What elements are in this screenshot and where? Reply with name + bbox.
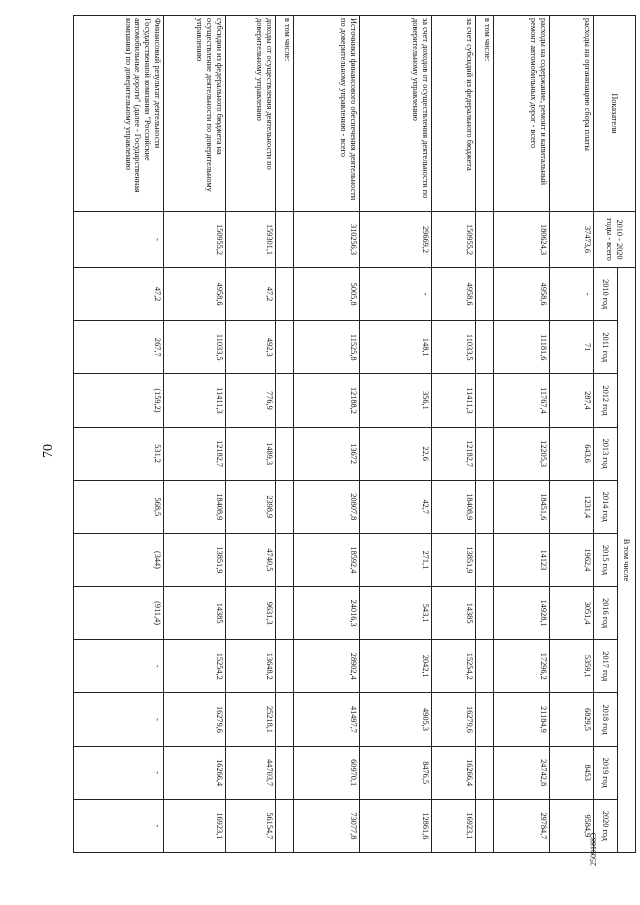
year-header: 2012 год [594,374,618,427]
year-value-cell [276,374,294,427]
year-value-cell: 18408,9 [164,480,226,533]
row-label: расходы на содержание, ремонт и капитальный ремонт автомобильных дорог - всего [494,16,550,212]
year-value-cell: 71 [550,321,594,374]
year-value-cell: 8453 [550,746,594,799]
row-label: за счет доходов от осуществления деятельности по доверительному управлению [360,16,432,212]
year-value-cell [476,374,494,427]
year-value-cell: 3051,4 [550,587,594,640]
row-total [476,212,494,268]
year-value-cell: 568,5 [74,480,164,533]
year-value-cell: 1231,4 [550,480,594,533]
year-value-cell: 47,2 [226,268,276,321]
year-value-cell [276,480,294,533]
year-value-cell: 41497,7 [294,693,360,746]
row-label: Финансовый результат деятельности Государственной компании "Российские автомобильные дороги" (далее - Государственная компания) по доверительному управлению [74,16,164,212]
table-row [476,16,494,853]
year-value-cell [476,587,494,640]
year-value-cell [276,746,294,799]
year-value-cell: 17296,2 [494,640,550,693]
year-value-cell: 21184,9 [494,693,550,746]
year-value-cell: (159,2) [74,374,164,427]
financial-table [73,15,636,853]
year-value-cell [276,533,294,586]
year-value-cell: 356,1 [360,374,432,427]
page-number: 70 [41,444,56,458]
year-value-cell [276,799,294,852]
year-value-cell [276,321,294,374]
document-code: 2509188Э [589,832,598,866]
year-value-cell: 28902,4 [294,640,360,693]
year-value-cell: 1962,4 [550,533,594,586]
year-value-cell: 16923,1 [164,799,226,852]
year-header: 2018 год [594,693,618,746]
year-value-cell: - [74,640,164,693]
year-value-cell: 11525,8 [294,321,360,374]
year-value-cell: 8476,5 [360,746,432,799]
year-value-cell: 56154,7 [226,799,276,852]
year-value-cell: 11411,3 [164,374,226,427]
year-value-cell: 25218,1 [226,693,276,746]
year-value-cell: 18592,4 [294,533,360,586]
year-value-cell: - [550,268,594,321]
year-value-cell [476,746,494,799]
year-value-cell: 1489,3 [226,427,276,480]
year-value-cell [276,268,294,321]
year-value-cell: 6829,5 [550,693,594,746]
year-value-cell [476,321,494,374]
year-value-cell [476,480,494,533]
year-value-cell: 29784,7 [494,799,550,852]
year-value-cell: 776,9 [226,374,276,427]
table-row [74,16,164,853]
year-value-cell: 16923,1 [432,799,476,852]
year-value-cell: 4958,6 [494,268,550,321]
year-value-cell: 531,2 [74,427,164,480]
row-total: 150955,2 [164,212,226,268]
header-row-top [618,16,636,853]
year-value-cell: 13851,9 [432,533,476,586]
year-value-cell: 16279,6 [164,693,226,746]
year-header: 2020 год [594,799,618,852]
year-header: 2017 год [594,640,618,693]
year-value-cell: (344) [74,533,164,586]
year-value-cell: 13851,9 [164,533,226,586]
row-total: 180624,3 [494,212,550,268]
year-value-cell: 42,7 [360,480,432,533]
year-value-cell: 16266,4 [164,746,226,799]
table-row [550,16,594,853]
year-value-cell: 20807,8 [294,480,360,533]
row-label: доходы от осуществления деятельности по доверительному управлению [226,16,276,212]
year-value-cell [476,799,494,852]
year-value-cell: 16266,4 [432,746,476,799]
table-body [74,16,594,853]
year-value-cell [276,587,294,640]
row-total: 159301,1 [226,212,276,268]
year-value-cell: 12205,3 [494,427,550,480]
year-value-cell [476,427,494,480]
year-value-cell: 4905,3 [360,693,432,746]
year-value-cell: 5359,1 [550,640,594,693]
year-value-cell: 4958,6 [432,268,476,321]
year-value-cell: 15254,2 [164,640,226,693]
year-value-cell: - [74,799,164,852]
year-value-cell: 9584,9 [550,799,594,852]
row-total: 29669,2 [360,212,432,268]
year-value-cell: 14385 [432,587,476,640]
year-value-cell [276,640,294,693]
year-value-cell: 24742,8 [494,746,550,799]
year-value-cell: - [74,693,164,746]
year-value-cell: 287,4 [550,374,594,427]
year-value-cell: 24016,3 [294,587,360,640]
year-value-cell: - [360,268,432,321]
year-value-cell [276,427,294,480]
year-header: 2016 год [594,587,618,640]
year-value-cell: 11033,5 [432,321,476,374]
year-value-cell: 148,1 [360,321,432,374]
year-value-cell: 492,3 [226,321,276,374]
year-value-cell: 11033,5 [164,321,226,374]
table-row [164,16,226,853]
year-value-cell: 12182,7 [164,427,226,480]
year-value-cell: 14928,1 [494,587,550,640]
year-value-cell: 543,1 [360,587,432,640]
year-value-cell: 16279,6 [432,693,476,746]
year-value-cell [476,533,494,586]
year-value-cell [476,693,494,746]
year-value-cell: 14123 [494,533,550,586]
year-value-cell: - [74,746,164,799]
rotated-table-container [96,15,636,853]
year-value-cell [476,268,494,321]
year-value-cell [476,640,494,693]
year-value-cell: 2398,9 [226,480,276,533]
row-label: в том числе: [276,16,294,212]
year-value-cell: 12861,6 [360,799,432,852]
year-header: 2011 год [594,321,618,374]
year-value-cell [276,693,294,746]
row-total: 150955,2 [432,212,476,268]
year-value-cell: 18408,9 [432,480,476,533]
table-row [432,16,476,853]
year-value-cell: 22,6 [360,427,432,480]
year-value-cell: 11411,3 [432,374,476,427]
row-total: 37473,6 [550,212,594,268]
year-value-cell: (911,4) [74,587,164,640]
year-value-cell: 267,7 [74,321,164,374]
group-header: В том числе [618,268,636,853]
year-value-cell: 13648,2 [226,640,276,693]
total-header: 2010 - 2020 годы - всего [594,212,636,268]
year-value-cell: 4740,5 [226,533,276,586]
year-value-cell: 2042,1 [360,640,432,693]
row-label: в том числе: [476,16,494,212]
year-value-cell: 14385 [164,587,226,640]
year-header: 2015 год [594,533,618,586]
year-value-cell: 15254,2 [432,640,476,693]
year-value-cell: 5005,8 [294,268,360,321]
year-header: 2010 год [594,268,618,321]
indicators-header: Показатели [594,16,636,212]
row-label: расходы на организацию сбора платы [550,16,594,212]
year-header: 2014 год [594,480,618,533]
year-value-cell: 47,2 [74,268,164,321]
row-label: Источники финансового обеспечения деятельности по доверительному управлению - всего [294,16,360,212]
year-value-cell: 12188,2 [294,374,360,427]
year-value-cell: 9631,3 [226,587,276,640]
row-label: за счет субсидий из федерального бюджета [432,16,476,212]
year-header: 2013 год [594,427,618,480]
year-value-cell: 44703,7 [226,746,276,799]
table-row [294,16,360,853]
year-header: 2019 год [594,746,618,799]
row-total [276,212,294,268]
row-total: 310256,3 [294,212,360,268]
table-row [360,16,432,853]
year-value-cell: 643,6 [550,427,594,480]
year-value-cell: 60970,1 [294,746,360,799]
year-value-cell: 73077,8 [294,799,360,852]
table-row [276,16,294,853]
year-value-cell: 12182,7 [432,427,476,480]
table-row [226,16,276,853]
year-value-cell: 11767,4 [494,374,550,427]
year-value-cell: 271,1 [360,533,432,586]
year-value-cell: 11181,6 [494,321,550,374]
year-value-cell: 18451,6 [494,480,550,533]
year-value-cell: 4958,6 [164,268,226,321]
row-label: субсидии из федерального бюджета на осуществление деятельности по доверительному управлению [164,16,226,212]
year-value-cell: 13672 [294,427,360,480]
row-total: - [74,212,164,268]
table-row [494,16,550,853]
